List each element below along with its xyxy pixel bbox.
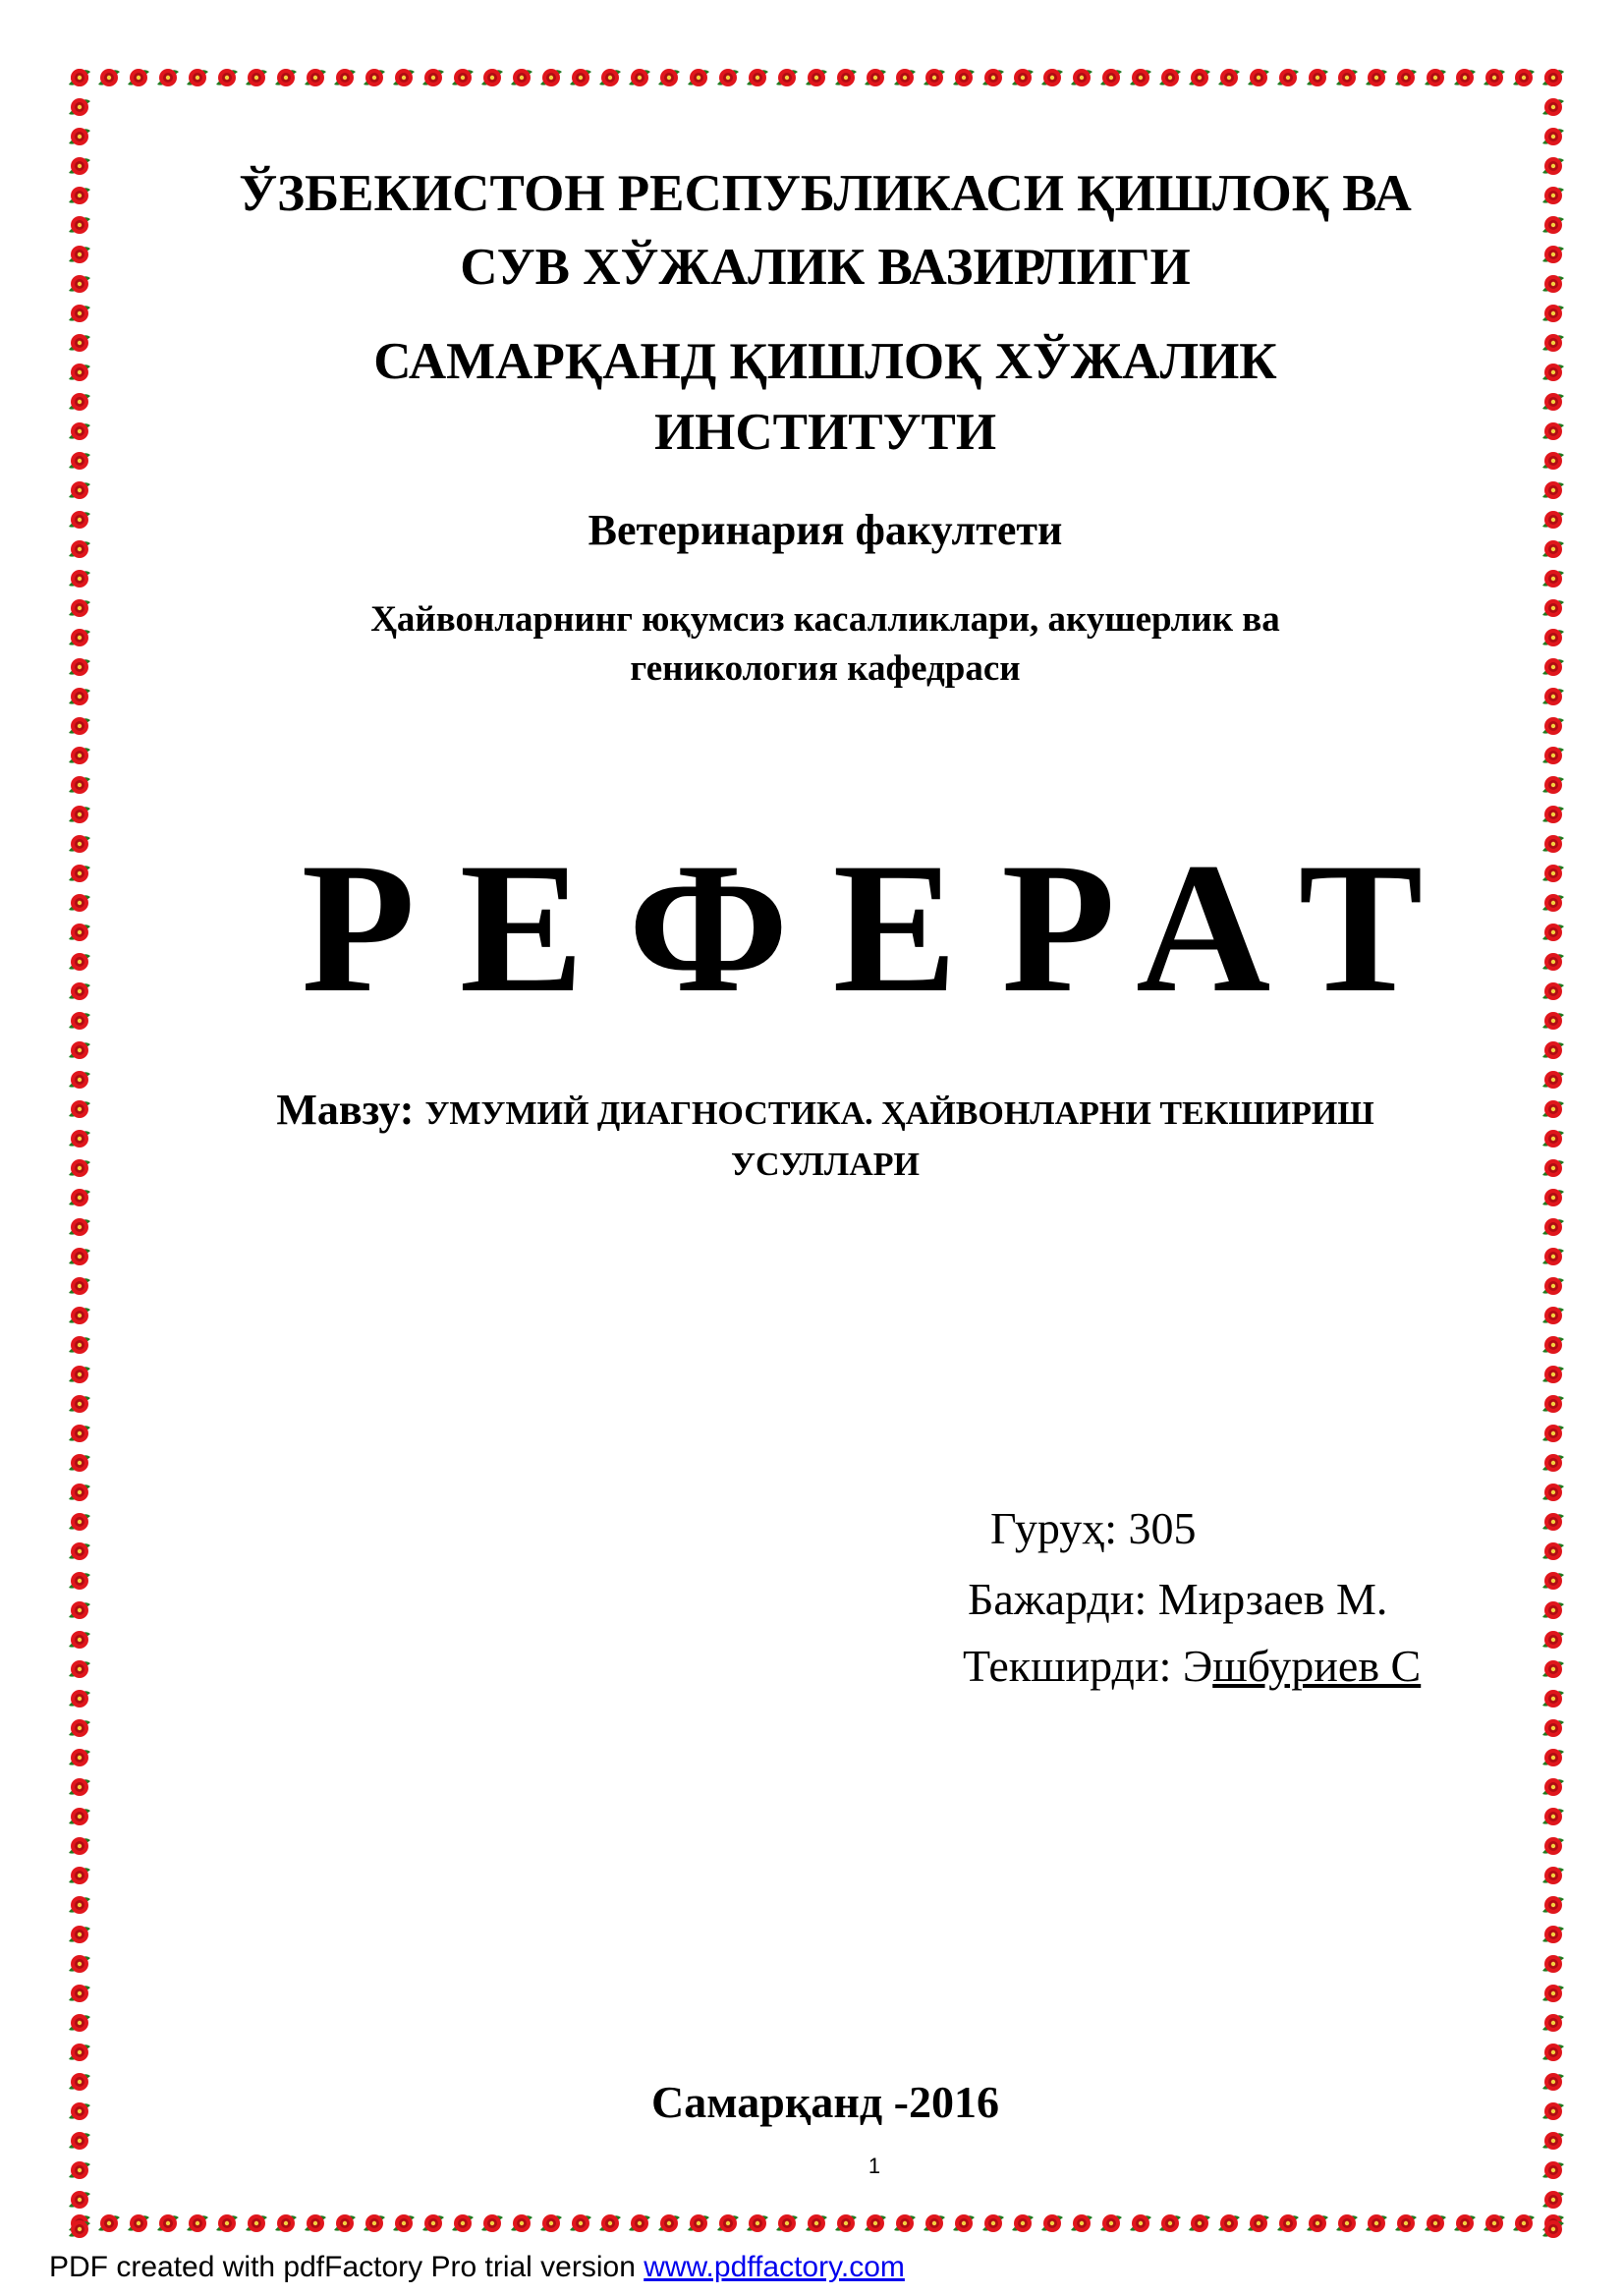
- document-title: РЕФЕРАТ: [301, 825, 1468, 1032]
- ministry-line-1: ЎЗБЕКИСТОН РЕСПУБЛИКАСИ ҚИШЛОҚ ВА: [239, 165, 1412, 222]
- topic-label: Мавзу:: [276, 1086, 415, 1134]
- institute-line-2: ИНСТИТУТИ: [653, 404, 997, 461]
- checked-prefix: Текширди: Э: [963, 1641, 1213, 1691]
- topic-text-1: УМУМИЙ ДИАГНОСТИКА. ҲАЙВОНЛАРНИ ТЕКШИРИШ: [424, 1095, 1374, 1132]
- institute-heading: [147, 326, 1503, 468]
- department-line-1: Ҳайвонларнинг юқумсиз касалликлари, акушерлик ва: [370, 599, 1280, 640]
- institute-line-1: САМАРҚАНД ҚИШЛОҚ ХЎЖАЛИК: [373, 333, 1277, 390]
- department-heading: [147, 595, 1503, 694]
- faculty-heading: Ветеринария факултети: [588, 506, 1063, 554]
- footer-link[interactable]: www.pdffactory.com: [644, 2251, 905, 2283]
- checked-name: шбуриев С: [1212, 1641, 1422, 1691]
- flower-border-left: [65, 63, 94, 2238]
- ministry-heading: [147, 157, 1503, 305]
- flower-border-right: [1539, 63, 1568, 2238]
- department-line-2: геникология кафедраси: [630, 648, 1021, 689]
- flower-border-bottom: [65, 2209, 1568, 2238]
- flower-border-top: [65, 63, 1568, 92]
- group-info: Гуруҳ: 305: [990, 1503, 1197, 1553]
- topic-line-1: [147, 1085, 1503, 1140]
- topic-line-2: УСУЛЛАРИ: [731, 1147, 920, 1183]
- checked-by: [963, 1639, 1421, 1694]
- pdf-footer: [49, 2250, 905, 2285]
- executed-by: Бажарди: Мирзаев М.: [968, 1574, 1388, 1624]
- footer-text: PDF created with pdfFactory Pro trial version: [49, 2251, 644, 2283]
- page-number: 1: [868, 2154, 881, 2178]
- city-year: Самарқанд -2016: [651, 2077, 999, 2127]
- ministry-line-2: СУВ ХЎЖАЛИК ВАЗИРЛИГИ: [460, 239, 1191, 296]
